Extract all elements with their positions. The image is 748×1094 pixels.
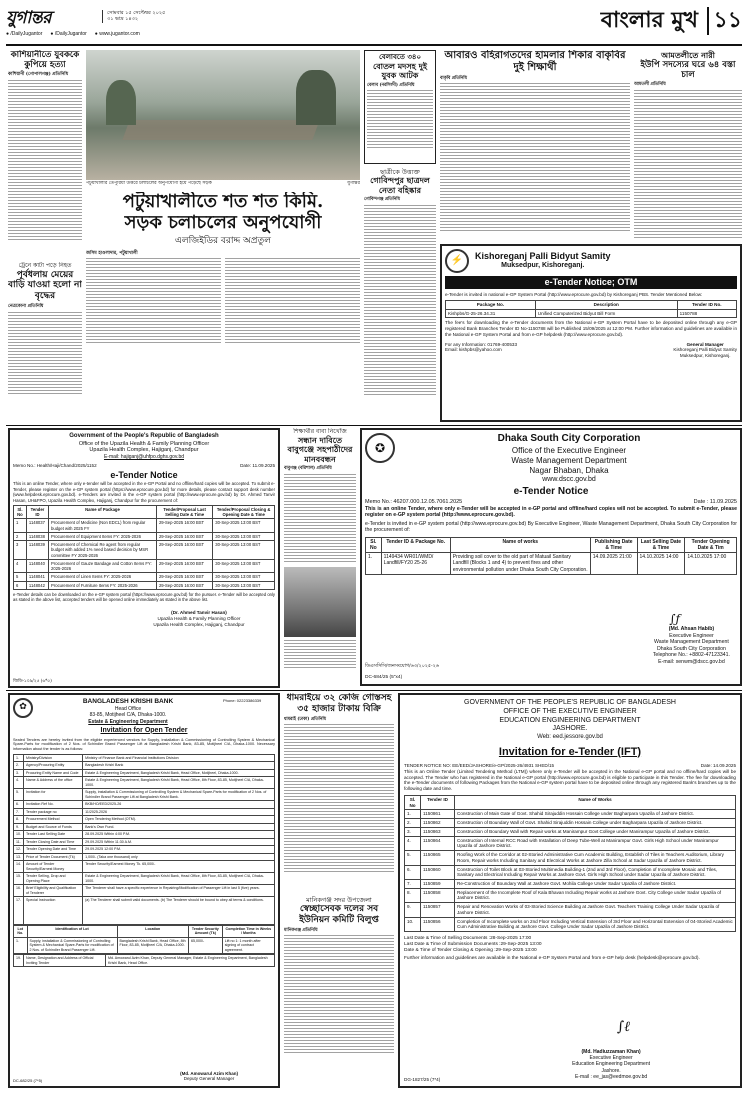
sign-place: Upazila Health Complex, Hajiganj, Chandpur [153,621,245,627]
table-row: 8. Procurement Method Open Tendering Method (OTM). [14,816,275,823]
table-row: 17. Special Instruction (a) The Tenderer shall submit valid documents. (b) The Tenderer should be bound to obey all terms & conditions. [14,897,275,925]
table-row: 7. Tender package no 11/2025-2026 [14,808,275,815]
notice-banner: e-Tender Notice; OTM [445,276,737,289]
department: Estate & Engineering Department [88,718,168,725]
office: Head Office [114,706,142,713]
lead-body-col1 [86,258,221,344]
person-photo [284,567,356,637]
headline: কাশিয়ানীতে যুবককে কুপিয়ে হত্যা [10,50,80,71]
story-purbadhala [8,262,82,422]
official-table [13,954,275,967]
website[interactable]: www.dscc.gov.bd [542,475,596,483]
tender-table: Sl. No Tender ID & Package No. Name of works Publishing Date & Time Last Selling Date & Time Tender Opening Date & Tim 1. 1149434 WR01/WMD/ Landfill/FY20 25-26 Providing soil cover to the old part of Matuail Sanitary Landfill (Blocks 1 and 4) to prevent fires and other environmental pollution under Dhaka South City Corporation. 14.09.2025 21:00 14.10.2025 14:00 14.10.2025 17:00 [365,537,737,575]
headline: গোবিন্দপুর ছাত্রদল নেতা বহিষ্কার [370,175,430,195]
office-line: Office of the Upazila Health & Family Planning Officer [78,440,210,447]
table-row: 6. Invitation Ref No. BKB/HO/EED/2025-26 [14,801,275,808]
lot-table: Lot No. Identification of Lot Location Tender Security Amount (Tk) Completion Time in Weeks / Months 1. Supply, installation & Commissioning of Controlling System & Mechanical Spare-Parts for modification of 2 Nos. of Schindler Brand Passenger Lift. Bangladesh Krishi Bank, Head Office, 8th Floor, 83-85, Motijheel C/A, Dhaka-1000. 65,000/- Lift no 1: 1 month after signing of contract agreement. [13,925,275,954]
sign-title: Deputy General Manager [183,1076,235,1082]
story-body [634,90,742,240]
ad-code: জিডি-১০৯/২৫ (৬*৫) [13,678,52,684]
tender-notice-no: TENDER NOTICE NO: EE/EED/JASHORE/e-GP/2025-26/4931 SHED/15 [404,763,555,769]
address: 83-85, Motijheel C/A, Dhaka-1000. [89,712,167,719]
table-row: 19. Name, Designation and Address of Official Inviting Tender Md. Amowarul Azim Khan, Deputy General Manager, Estate & Engineering Department, Bangladesh Krishi Bank, Head Office. [14,955,275,967]
sign-title: Executive Engineer [669,632,714,639]
table-row: 2 1148038 Procurement of Equipment Items FY: 2025-2026 29-Sep-2025 16:00 BST 30-Sep-2025 13:00 BST [14,532,275,540]
memo-date: Date : 11.09.2025 [693,498,737,505]
memo-date: Date: 11.09.2025 [240,462,275,468]
table-row: 10. 1150856 Completion of Incomplete works on 2nd Floor Including Vertical Extension of 3rd Floor and Horizontal Extension of 04-Storied Academic Cum Administrative Building at Jashore Govt. College Under Sadar Upazila of Jashore District. [405,917,736,931]
sign-org: Dhaka South City Corporation [656,645,726,652]
newspaper-logo: যুগান্তর [6,8,51,28]
kicker: ছাত্রীকে উত্ত্যক্ত [380,168,420,176]
table-row: 5. Invitation for Supply, installation & Commissioning of Controlling System & Mechanical Spare-Parts for modification of 2 Nos. of Schindler Brand Passenger Lift at Bangladesh Krishi Bank. [14,789,275,801]
sign-name: (Md. Ahsan Habib) [668,626,715,632]
signature: ∫ƒ [669,612,680,626]
section-title: বাংলার মুখ [600,7,698,33]
kicker: শিক্ষার্থীর বাবা নিখোঁজ [293,428,347,435]
lead-body-col2 [225,258,360,344]
table-row: 15. Tender Selling, Drop and Opening Place Estate & Engineering Department, Bangladesh Krishi Bank, Head Office, 8th Floor, 83-85, Motijheel C/A, Dhaka-1000. [14,873,275,885]
table-row: 1. 1150861 Construction of Main Gate of Govt. Shahid Sirajuddin Hossain College under Bagharpara Upazila of Jashore District. [405,810,736,819]
table-row: 9. 1150857 Repair and Renovation Works of 03-Storied Science Building at Jashore Govt. Teachers Training College Under Sadar Upazila of Jashore District. [405,903,736,917]
deadlines: Last Date & Time of Selling Documents :28-Sep-2025 17:00 Last Date & Time of Submission Documents :29-Sep-2025 13:00 Date & Time of Tender Closing & Opening :29-Sep-2025 13:00 [404,936,542,954]
ad-code-2: DC-684/25 (5"x4) [365,675,403,681]
dscc-logo-icon: ✪ [365,433,395,463]
table-row: 9. Budget and Source of Funds Bank's Own Fund. [14,823,275,830]
table-row: 3. Procuring Entity Name and Code Estate & Engineering Department, Bangladesh Krishi Bank, Head Office, Motijheel, Dhaka-1000. [14,769,275,776]
table-row: 2. Agency/Procuring Entity Bangladesh Krishi Bank [14,762,275,769]
date-box [102,10,165,23]
table-row: 6. 1150860 Construction of Toilet Block at 03-Storied Multimedia Building-1 (2nd and 3rd Floor), Completion of Incomplete Mosaic and Tiles, Sanitary and Electrical Including Repair Works at Jashore Govt. Girls High School under Sadar Upazila of Jashore District. [405,865,736,879]
story-body [284,935,394,1053]
ad-krishi-bank [8,693,280,1088]
sign-city: Jashore. [601,1067,621,1074]
table-row: 4. 1150864 Construction of Internal RCC Road with Installation of Deep Tube-Well at Manirampur Govt. Girls High School under Manirampur Upazila of Jashore District. [405,836,736,850]
kicker: বেলাবতে ৩৪০ [378,52,422,61]
org-name: Dhaka South City Corporation [497,433,641,444]
masthead [6,6,742,44]
memo-no: Memo No.: 46207.000.12.05.7061.2025 [365,498,463,505]
email-line[interactable]: E-mail: hajiganj@uhfpo.dghs.gov.bd [103,454,185,461]
sign-email[interactable]: E-mail : ee_jas@eedmoe.gov.bd [574,1073,648,1080]
byline: আমতলী প্রতিনিধি [634,82,666,88]
story-babuganj [284,428,356,686]
intro: Sealed Tenders are hereby invited from the eligible experienced vendors for Supply, installation & Commissioning of Controlling System & Mechanical Spare-Parts for modification of 2 Nos. of Schindler Brand Passenger Lift at Bangladesh Krishi Bank, 83-85, Motijheel C/A, Dhaka-1000. Necessary information about the tender is as follows: [13,737,275,752]
table-row: 6 1148042 Procurement of Furniture Items FY: 2025-2026 29-Sep-2025 16:00 BST 30-Sep-2025 13:00 BST [14,581,275,589]
story-amtoli [634,50,742,240]
table-row: 10. Tender Last Selling Date 28.09.2025 Within 4:00 P.M. [14,831,275,838]
intro: e-Tender is invited in national e-GP System Portal (http://www.eprocure.gov.bd) by Kishoreganj PBS. Tender Mentioned Below: [445,292,703,298]
table-row: 1. Supply, installation & Commissioning of Controlling System & Mechanical Spare-Parts for modification of 2 Nos. of Schindler Brand Passenger Lift. Bangladesh Krishi Bank, Head Office, 8th Floor, 83-85, Motijheel C/A, Dhaka-1000. 65,000/- Lift no 1: 1 month after signing of contract agreement. [14,937,275,953]
website[interactable]: Web: eed.jessore.gov.bd [537,734,603,740]
table-row: 13. Price of Tender Document (Tk) 1,000/- (Taka one thousand) only [14,853,275,860]
city-line: JASHORE. [552,725,588,733]
sign-email[interactable]: E-mail: xenwm@dscc.gov.bd [658,658,725,665]
table-row: 4. Name & Address of the office Estate & Engineering Department, Bangladesh Krishi Bank, Head Office, 8th Floor, 83-85, Motijheel C/A, Dhaka-1000. [14,777,275,789]
works-table: Sl. No Tender ID Name of Works 1. 1150861 Construction of Main Gate of Govt. Shahid Sirajuddin Hossain College under Bagharpara Upazila of Jashore District. 2. 1150862 Construction of Boundary Wall of Govt. Shahid Sirajuddin Hossain College under Bagharpara Upazila of Jashore District. 3. 1150863 Construction of Boundary Wall with Repair works at Manirampur Govt College under Manirampur Upazila of Jashore District. 4. 1150864 Construction of Internal RCC Road with Installation of Deep Tube-Well at Manirampur Govt. Girls High School under Manirampur Upazila of Jashore District. 5. 1150865 Roofing Work of the Corridor at 02-Storied Administrative Cum Academic Building, Establish of Tiles in Teachers Auditorium, Library Room, Repair works Including Sanitary and Electrical Works at Jashore Zilla School at Sadar Upazila of Jashore District. 6. 1150860 Construction of Toilet Block at 03-Storied Multimedia Building-1 (2nd and 3rd Floor), Completion of Incomplete Mosaic and Tiles, Sanitary and Electrical Including Repair Works at Jashore Govt. Girls High School under Sadar Upazila of Jashore District. 7. 1150859 Re-Construction of Boundary Wall at Jashore Govt. Mohila College Under Sadar Upazila of Jashore District. 8. 1150858 Replacement of the Incomplete Roof of Kala Bhavan Including Repair works at Jashore Govt. City College under Sadar Upazila of Jashore District. 9. 1150857 Repair and Renovation Works of 03-Storied Science Building at Jashore Govt. Teachers Training College Under Sadar Upazila of Jashore District. 10. 1150856 Completion of Incomplete works on 2nd Floor Including Vertical Extension of 3rd Floor and Horizontal Extension of 04-Storied Academic Cum Administrative Building at Jashore Govt. College Under Sadar Upazila of Jashore District. [404,795,736,932]
table-row: 4 1148040 Procurement of Gauze Bandage and Cotton Items FY: 2025-2026 29-Sep-2025 16:00 BST 30-Sep-2025 13:00 BST [14,559,275,573]
lead-subtitle: এলজিইডির বরাদ্দ অপ্রতুল [175,236,271,247]
story-body [364,205,436,395]
address-line: Nagar Bhaban, Dhaka [529,465,609,475]
road-photo [86,50,360,180]
story-bottle [364,50,436,164]
ad-dscc [360,428,742,686]
tender-table: Package No. Description Tender ID No. Kishpbs/G-25-26.34.31 Unified Computerized Bidyut Bill Form 1150788 [445,300,737,318]
kicker: মানিকগঞ্জ সদর উপজেলা [306,896,372,904]
signature: ∫ℓ [616,1018,630,1035]
contact-email[interactable]: Email: kishpbs@yahoo.com [445,347,502,353]
dept-line: EDUCATION ENGINEERING DEPARTMENT [499,716,641,724]
table-row: 8. 1150858 Replacement of the Incomplete Roof of Kala Bhavan Including Repair works at Jashore Govt. City College under Sadar Upazila of Jashore District. [405,888,736,902]
table-row: 3 1148039 Procurement of Chemical Re agent from regular budget with added 1% need based decision by MSR committee FY 2025-2026 29-Sep-2025 16:00 BST 30-Sep-2025 13:00 BST [14,541,275,560]
gov-line: Government of the People's Republic of Bangladesh [69,433,219,439]
table-row: 16. Brief Eligibility and Qualification of Tenderer The Tenderer shall have a specific experience in Repairing/Modification of Passenger Lift in last 5 (five) years. [14,885,275,897]
story-gobindaganj [364,168,436,422]
story-body [440,83,630,233]
headline: আবারও বহিরাগতদের হামলার শিকার বাকৃবির দুই শিক্ষার্থী [444,50,626,73]
gov-line: GOVERNMENT OF THE PEOPLE'S REPUBLIC OF BANGLADESH [464,699,676,706]
byline: ধামরাই (ঢাকা) প্রতিনিধি [284,716,326,722]
date-line: সোমবার ১৫ সেপ্টেম্বর ২০২৫ [107,10,166,16]
story-kashiani [8,50,82,260]
intro: This is an Online Tender (Limited Tendering Method (LTM)) where only e-Tender will be accepted in the National e-GP portal and no offline/hard copies will be accepted. The Tender who has registered in the National e-GP portal (http://www.eprocure.gov.bd) is eligible to participate in this Tender. The fee for downloading the e-Tender documents of following Packages from the National e-GP system portal have to be deposited online through any registered Bank's branches up to the following date and time. [404,768,736,792]
tender-table: Sl. No Tender ID Name of Package Tender/Proposal Last Selling Date & Time Tender/Proposal Closing & Opening Date & Time 1 1148037 Procurement of Medicine (Non EDCL) from regular budget with 2025 FY 29-Sep-2025 16:00 BST 30-Sep-2025 13:00 BST 2 1148038 Procurement of Equipment Items FY: 2025-2026 29-Sep-2025 16:00 BST 30-Sep-2025 13:00 BST 3 1148039 Procurement of Chemical Re agent from regular budget with added 1% need based decision by MSR committee FY 2025-2026 29-Sep-2025 16:00 BST 30-Sep-2025 13:00 BST 4 1148040 Procurement of Gauze Bandage and Cotton Items FY: 2025-2026 29-Sep-2025 16:00 BST 30-Sep-2025 13:00 BST 5 1148041 Procurement of Linen Items FY: 2025-2026 29-Sep-2025 16:00 BST 30-Sep-2025 13:00 BST 6 1148042 Procurement of Furniture Items FY: 2025-2026 29-Sep-2025 16:00 BST 30-Sep-2025 13:00 BST [13,505,275,590]
intro: This is an online Tender, where only e-tender will be accepted in the e-GP Portal and no offline/hard copies will be accepted. To submit e-Tender, please register on the e-GP system portal (https://www.eprocure.gov.bd) for more details, please contact support desk number (www.helpdesk.eprocure.gov.bd). e-Tenders are invited in the e-GP system portal (http://www.eprocure.gov.bd) by Dr. Ahmed Tanvir Hasan, UH&FPO, Upazila Health Complex, Hajiganj, Chandpur for the procurement of: [13,481,275,503]
sign-name: (Md. Amowarul Azim Khan) [180,1070,238,1076]
byline: কাশিয়ানী (গোপালগঞ্জ) প্রতিনিধি [8,72,69,78]
story-body [284,474,356,564]
dept-line: Waste Management Department [511,455,627,465]
lead-headline-1: পটুয়াখালীতে শত শত কিমি. [122,192,324,212]
byline: মানিকগঞ্জ প্রতিনিধি [284,927,318,933]
org-address: Muksedpur, Kishoreganj. [501,262,585,270]
byline: বাবুগঞ্জ (বরিশাল) প্রতিনিধি [284,466,332,472]
story-dhamrai [284,693,394,893]
sign-name: (Md. Hadiuzzaman Khan) [581,1048,641,1055]
table-row: 3. 1150863 Construction of Boundary Wall with Repair works at Manirampur Govt College under Manirampur Upazila of Jashore District. [405,827,736,836]
byline: জসিম হাওলাদার, পটুয়াখালী [86,250,138,256]
org-name: Kishoreganj Palli Bidyut Samity [475,251,611,261]
sign-title: General Manager [686,341,724,347]
notice-title: Invitation for e-Tender (IFT) [498,745,642,758]
website-link[interactable]: ● www.jugantor.com [94,31,140,37]
notice-date: Date: 14.09.2025 [700,763,736,769]
table-row: 1. Ministry/Division Ministry of Finance Bank and Financial Institutions Division [14,754,275,761]
twitter-link[interactable]: ● /DailyJugantor [50,31,87,37]
story-bakribi [440,50,630,240]
intro-2: e-Tender is invited in e-GP system portal (http://www.eprocure.gov.bd) By Executive Engineer, Waste Management Department, Dhaka South City Corporation for the procurement of: [365,520,737,534]
bank-logo-icon: ✿ [13,698,33,718]
headline: ধামরাইয়ে ৩২ কেজি গোস্তসহ ৩৫ হাজার টাকায় বিক্রি [286,693,392,714]
photo-caption: পটুয়াখালীর তেপুরিয়া উত্তরে চলাচলের অনুপযোগী হয়ে পড়েছে সড়ক যুগান্তর [86,181,360,186]
ad-code: DG-1827/25 (7*4) [404,1077,441,1083]
sign-address: Muksedpur, Kishoreganj. [679,353,731,359]
pbs-logo-icon: ⚡ [445,249,469,273]
kicker: আমতলীতে নারী [661,50,715,60]
story-body [8,80,82,240]
table-row: 5. 1150865 Roofing Work of the Corridor at 02-Storied Administrative Cum Academic Building, Establish of Tiles in Teachers Auditorium, Library Room, Repair works Including Sanitary and Electrical Works at Jashore Zilla School at Sadar Upazila of Jashore District. [405,851,736,865]
lead-story [86,192,360,422]
facebook-link[interactable]: ● /DailyJugantor [6,31,43,37]
sign-org: Kishoreganj Palli Bidyut Samity [673,347,737,353]
page-number: ১১ [707,7,742,35]
ad-code: DC-682/25 (7*5) [13,1078,43,1083]
sign-dept: Waste Management Department [654,639,729,645]
intro-1: This is an online Tender, where only e-Tender will be accepted in e-GP portal and offline/hard copies will not be accepted. To submit e-Tender, please register on e-GP system portal (http://www.eprocure.gov.bd). [365,505,737,519]
info-table [13,754,275,925]
table-row: 1. 1149434 WR01/WMD/ Landfill/FY20 25-26 Providing soil cover to the old part of Matuail Sanitary Landfill (Blocks 1 and 4) to prevent fires and other environmental pollution under Dhaka South City Corporation. 14.09.2025 21:00 14.10.2025 14:00 14.10.2025 17:00 [366,553,737,575]
notice-body: The fee's for downloading the e-Tender documents from the National e-GP System Portal have to be deposited online through any e-GP registered Bank Branches Tender ID No-1150788 will be Published 15/09/2025 at 12:00 PM. Further information and guidelines are available in the National e-GP System Portal and from e-GP helpdesk (http://www.eprocure.gov.bd). [445,320,737,337]
contact: Phone: 02223386339 [223,698,262,703]
story-body-2 [284,640,356,670]
sign-name: (Dr. Ahmed Tanvir Hasan) [171,610,227,616]
lead-headline-2: সড়ক চলাচলের অনুপযোগী [124,211,322,233]
sign-phone: Telephone No.: +8802-47123341. [652,652,730,658]
headline: পূর্বধলায় মেয়ের বাড়ি যাওয়া হলো না বৃদ্ধের [8,269,82,302]
table-row: 2. 1150862 Construction of Boundary Wall of Govt. Shahid Sirajuddin Hossain College under Bagharpara Upazila of Jashore District. [405,819,736,828]
memo-no: Memo No.: Health/Haji/Chand/2025/1152 [13,462,97,468]
table-row: 14. Amount of Tender Security/Earnest Money Tender Security/Earnest Money Tk. 65,000/- [14,861,275,873]
byline: বাকৃবি প্রতিনিধি [440,76,467,81]
notice-title: e-Tender Notice [110,470,178,481]
bengali-date-line: ৩১ ভাদ্র ১৪৩২ [107,16,139,23]
sign-dept: Education Engineering Department [572,1061,650,1068]
contact-phone: For any Information: 01769-400533 [445,341,518,347]
footer-note: e-Tender details can be downloaded on the e-GP system portal (https://www.eprocure.gov.bd) for the pursuer. e-Tender will be accepted only as stated in the above list, accepted tenders will be opened online immediately as stated in the above list. [13,591,275,603]
table-row: Kishpbs/G-25-26.34.31 Unified Computerized Bidyut Bill Form 1150788 [446,309,737,318]
kicker: ট্রেনে কাটা পড়ে নিহত [18,262,72,269]
table-row: 1 1148037 Procurement of Medicine (Non EDCL) from regular budget with 2025 FY 29-Sep-2025 16:00 BST 30-Sep-2025 13:00 BST [14,519,275,533]
headline: সন্ধান দাবিতে বাবুগঞ্জে সহপাঠীদের মানববন্ধন [287,434,353,464]
byline: বেলাব (নরসিংদী) প্রতিনিধি [367,82,415,88]
table-row: 5 1148041 Procurement of Linen Items FY: 2025-2026 29-Sep-2025 16:00 BST 30-Sep-2025 13:00 BST [14,573,275,581]
table-row: 7. 1150859 Re-Construction of Boundary Wall at Jashore Govt. Mohila College Under Sadar Upazila of Jashore District. [405,880,736,889]
story-body [8,312,82,394]
further-info: Further information and guidelines are available in the National e-GP System Portal and from e-GP help desk (helpdesk@eprocure.gov.bd). [404,956,700,962]
table-row: 11. Tender Closing Date and Time 29.09.2025 Within 11:30 A.M. [14,838,275,845]
byline: গোবিন্দগঞ্জ প্রতিনিধি [364,197,400,203]
ad-hajiganj-health [8,428,280,688]
sign-title: Upazila Health & Family Planning Officer [157,616,241,622]
ad-kishoreganj-pbs [440,244,742,422]
story-body [284,724,394,872]
table-row: 12. Tender Opening Date and Time 29.09.2025 12:00 P.M. [14,846,275,853]
ad-code-1: ডিএসসিসি/জনসংযোগ/৬৩/২০২৫-২৬ [365,664,439,670]
headline: ইউপি সদস্যের ঘরে ৬৪ বস্তা চাল [640,60,736,81]
social-links [6,31,140,37]
notice-title: Invitation for Open Tender [100,726,188,734]
story-body [367,90,433,150]
ad-jashore-eed [398,693,742,1088]
bank-name: BANGLADESH KRISHI BANK [82,698,174,705]
office-line: Office of the Executive Engineer [511,445,627,455]
sign-title: Executive Engineer [589,1055,633,1061]
byline: নেত্রকোনা প্রতিনিধি [8,303,44,309]
notice-title: e-Tender Notice [513,486,589,498]
office-line: OFFICE OF THE EXECUTIVE ENGINEER [503,707,637,715]
story-manikganj [284,896,394,1088]
headline: স্বেচ্ছাসেবক দলের সব ইউনিয়ন কমিটি বিলুপ্ত [299,904,379,925]
complex-line: Upazila Health Complex, Hajiganj, Chandpur [89,447,199,454]
headline: বোতল মদসহ দুই যুবক আটক [372,60,428,81]
